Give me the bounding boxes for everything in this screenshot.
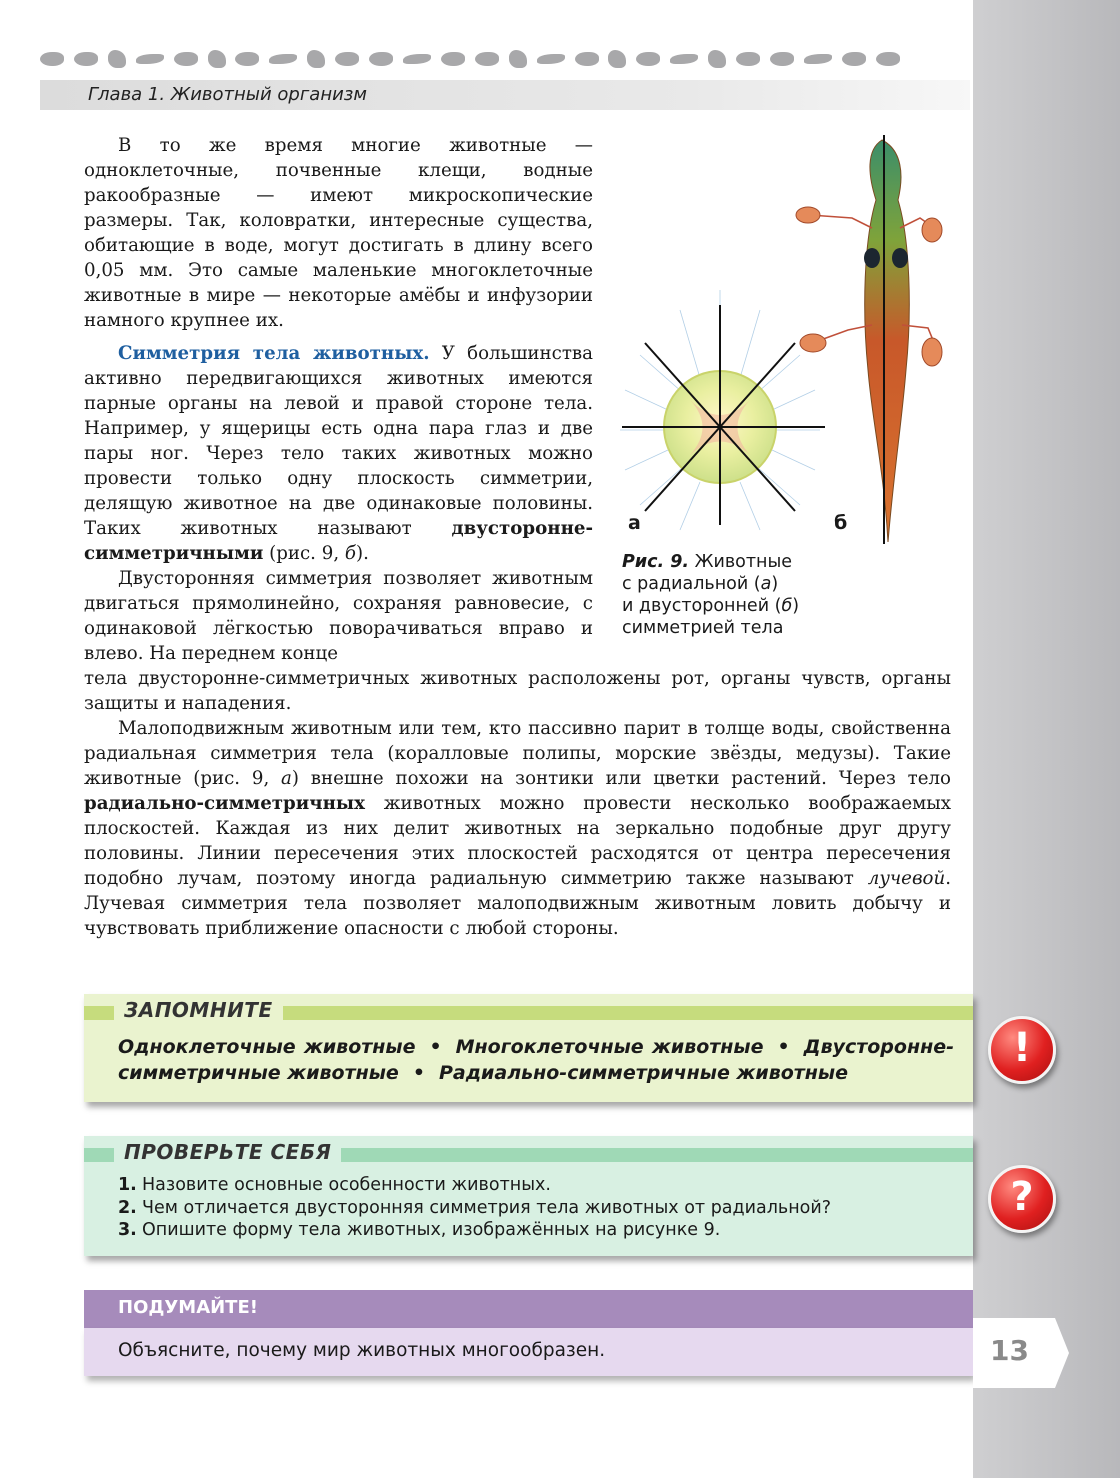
figure-9 xyxy=(610,130,950,550)
jellyfish-radial xyxy=(620,290,825,530)
question-item: 3. Опишите форму тела животных, изображённых на рисунке 9. xyxy=(118,1220,721,1240)
question-item: 2. Чем отличается двусторонняя симметрия тела животных от радиальной? xyxy=(118,1197,832,1218)
think-title-bar xyxy=(84,1290,973,1328)
term-radial: радиально-симметричных xyxy=(84,793,365,814)
term-radial-animals: Радиально-симметричные животные xyxy=(438,1062,848,1084)
think-text: Объясните, почему мир животных многообразен. xyxy=(118,1340,606,1361)
paragraph-radial: Малоподвижным животным или тем, кто пассивно парит в толще воды, свойственна радиальная симметрия тела (коралловые полипы, морские звёзды, медузы). Такие животные (рис. 9, а) внешне похожи на зонтики или цветки растений. Через тело радиально-симметричных животных можно провести несколько воображаемых плоскостей. Каждая из них делит животных на зеркально подобные друг другу половины. Линии пересечения этих плоскостей расходятся от центра пересечения подобно лучам, поэтому иногда радиальную симметрию также называют лучевой. Лучевая симметрия тела позволяет малоподвижным животным ловить добычу и чувствовать приближение опасности с любой стороны. xyxy=(84,718,951,939)
paragraph-bilateral-continued: тела двусторонне-симметричных животных расположены рот, органы чувств, органы защиты и нападения. xyxy=(84,668,951,714)
term-bilateral: двусторонне-симметричными xyxy=(84,518,593,564)
lizard-bilateral xyxy=(796,135,942,544)
question-mark-icon: ? xyxy=(988,1165,1056,1233)
term-ray: лучевой xyxy=(867,868,946,889)
exclamation-icon: ! xyxy=(988,1016,1056,1084)
figure-illustration xyxy=(610,130,950,550)
paragraph-bilateral-movement: Двусторонняя симметрия позволяет животным двигаться прямолинейно, сохраняя равновесие, с одинаковой лёгкостью поворачиваться вправо и влево. На переднем конце xyxy=(84,568,593,664)
paragraph-symmetry: Симметрия тела животных. У большинства активно передвигающихся животных имеются парные органы на левой и правой стороне тела. Например, у ящерицы есть одна пара глаз и две пары ног. Через тело таких животных можно провести только одну плоскость симметрии, делящую животное на две одинаковые половины. Таких животных называют двусторонне-симметричными (рис. 9, б). xyxy=(84,343,593,564)
remember-box xyxy=(84,994,973,1102)
remember-title: ЗАПОМНИТЕ xyxy=(114,998,283,1022)
figure-label-a: а xyxy=(628,512,641,534)
page-side-strip xyxy=(973,0,1120,1478)
question-list xyxy=(118,1174,831,1242)
figure-caption: Рис. 9. Животные с радиальной (а) и двусторонней (б) симметрией тела xyxy=(622,552,800,638)
section-heading-symmetry: Симметрия тела животных. xyxy=(118,343,430,364)
figure-label-b: б xyxy=(834,512,848,534)
term-multicellular: Многоклеточные животные xyxy=(455,1036,764,1058)
think-box xyxy=(84,1328,973,1376)
question-item: 1. Назовите основные особенности животных. xyxy=(118,1175,551,1195)
chapter-title: Глава 1. Животный организм xyxy=(88,84,367,105)
remember-terms: Одноклеточные животные • Многоклеточные животные • Двусторонне-симметричные животные • Радиально-симметричные животные xyxy=(118,1036,954,1084)
check-yourself-box xyxy=(84,1136,973,1256)
term-unicellular: Одноклеточные животные xyxy=(118,1036,416,1058)
animal-silhouette-border xyxy=(40,44,900,74)
page-number: 13 xyxy=(990,1334,1029,1367)
term-bilateral-animals: Двусторонне-симметричные животные xyxy=(118,1036,954,1084)
check-title: ПРОВЕРЬТЕ СЕБЯ xyxy=(114,1140,341,1164)
think-title: ПОДУМАЙТЕ! xyxy=(118,1297,258,1318)
paragraph-microscopic: В то же время многие животные — одноклеточные, почвенные клещи, водные ракообразные — имеют микроскопические размеры. Так, коловратки, интересные существа, обитающие в воде, могут достигать в длину всего 0,05 мм. Это самые маленькие многоклеточные животные в мире — некоторые амёбы и инфузории намного крупнее их. xyxy=(84,135,593,331)
